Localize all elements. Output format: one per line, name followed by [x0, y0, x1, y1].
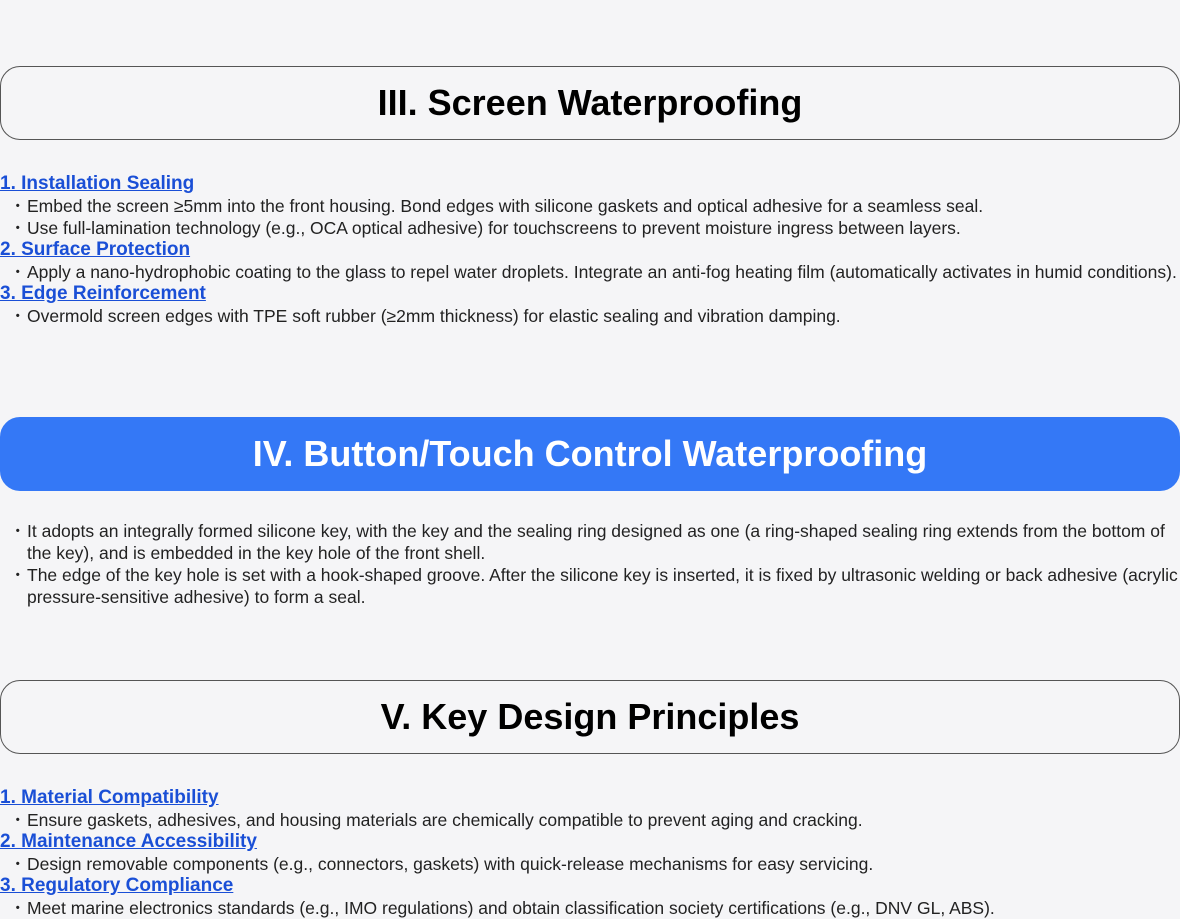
section-button-waterproofing	[0, 417, 1180, 608]
subsection-heading: 2. Surface Protection	[0, 239, 191, 260]
list-item: ・ Apply a nano-hydrophobic coating to the glass to repel water droplets. Integrate an anti-fog heating film (automatically activates in humid conditions).	[9, 262, 1177, 282]
bullet-icon: ・	[9, 218, 27, 238]
bullet-icon: ・	[9, 521, 27, 541]
subsection-heading: 1. Installation Sealing	[0, 173, 195, 194]
section-content	[0, 173, 1180, 327]
list-item: ・ Overmold screen edges with TPE soft rubber (≥2mm thickness) for elastic sealing and vibration damping.	[9, 306, 841, 326]
list-item: ・ The edge of the key hole is set with a hook-shaped groove. After the silicone key is inserted, it is fixed by ultrasonic welding or back adhesive (acrylic pressure-sensitive adhesive) to form a seal.	[9, 565, 1178, 607]
bullet-icon: ・	[9, 854, 27, 874]
section-title: IV. Button/Touch Control Waterproofing	[0, 417, 1180, 491]
list-item: ・ It adopts an integrally formed silicone key, with the key and the sealing ring designed as one (a ring-shaped sealing ring extends from the bottom of the key), and is embedded in the key hole of the front shell.	[9, 521, 1165, 563]
section-title: III. Screen Waterproofing	[0, 66, 1180, 140]
section-title: V. Key Design Principles	[0, 680, 1180, 754]
subsection-heading: 1. Material Compatibility	[0, 787, 219, 808]
bullet-icon: ・	[9, 810, 27, 830]
list-item: ・ Embed the screen ≥5mm into the front housing. Bond edges with silicone gaskets and optical adhesive for a seamless seal.	[9, 196, 984, 216]
section-screen-waterproofing	[0, 66, 1180, 327]
subsection-heading: 2. Maintenance Accessibility	[0, 831, 257, 852]
bullet-icon: ・	[9, 898, 27, 918]
bullet-icon: ・	[9, 262, 27, 282]
list-item: ・ Use full-lamination technology (e.g., OCA optical adhesive) for touchscreens to prevent moisture ingress between layers.	[9, 218, 961, 238]
subsection-heading: 3. Regulatory Compliance	[0, 875, 234, 896]
list-item: ・ Ensure gaskets, adhesives, and housing materials are chemically compatible to prevent aging and cracking.	[9, 810, 863, 830]
section-content	[0, 787, 1180, 919]
section-key-design-principles	[0, 680, 1180, 919]
bullet-icon: ・	[9, 196, 27, 216]
subsection-heading: 3. Edge Reinforcement	[0, 283, 206, 304]
section-content	[0, 520, 1180, 608]
list-item: ・ Design removable components (e.g., connectors, gaskets) with quick-release mechanisms for easy servicing.	[9, 854, 874, 874]
bullet-icon: ・	[9, 565, 27, 585]
bullet-icon: ・	[9, 306, 27, 326]
list-item: ・ Meet marine electronics standards (e.g., IMO regulations) and obtain classification society certifications (e.g., DNV GL, ABS).	[9, 898, 995, 918]
